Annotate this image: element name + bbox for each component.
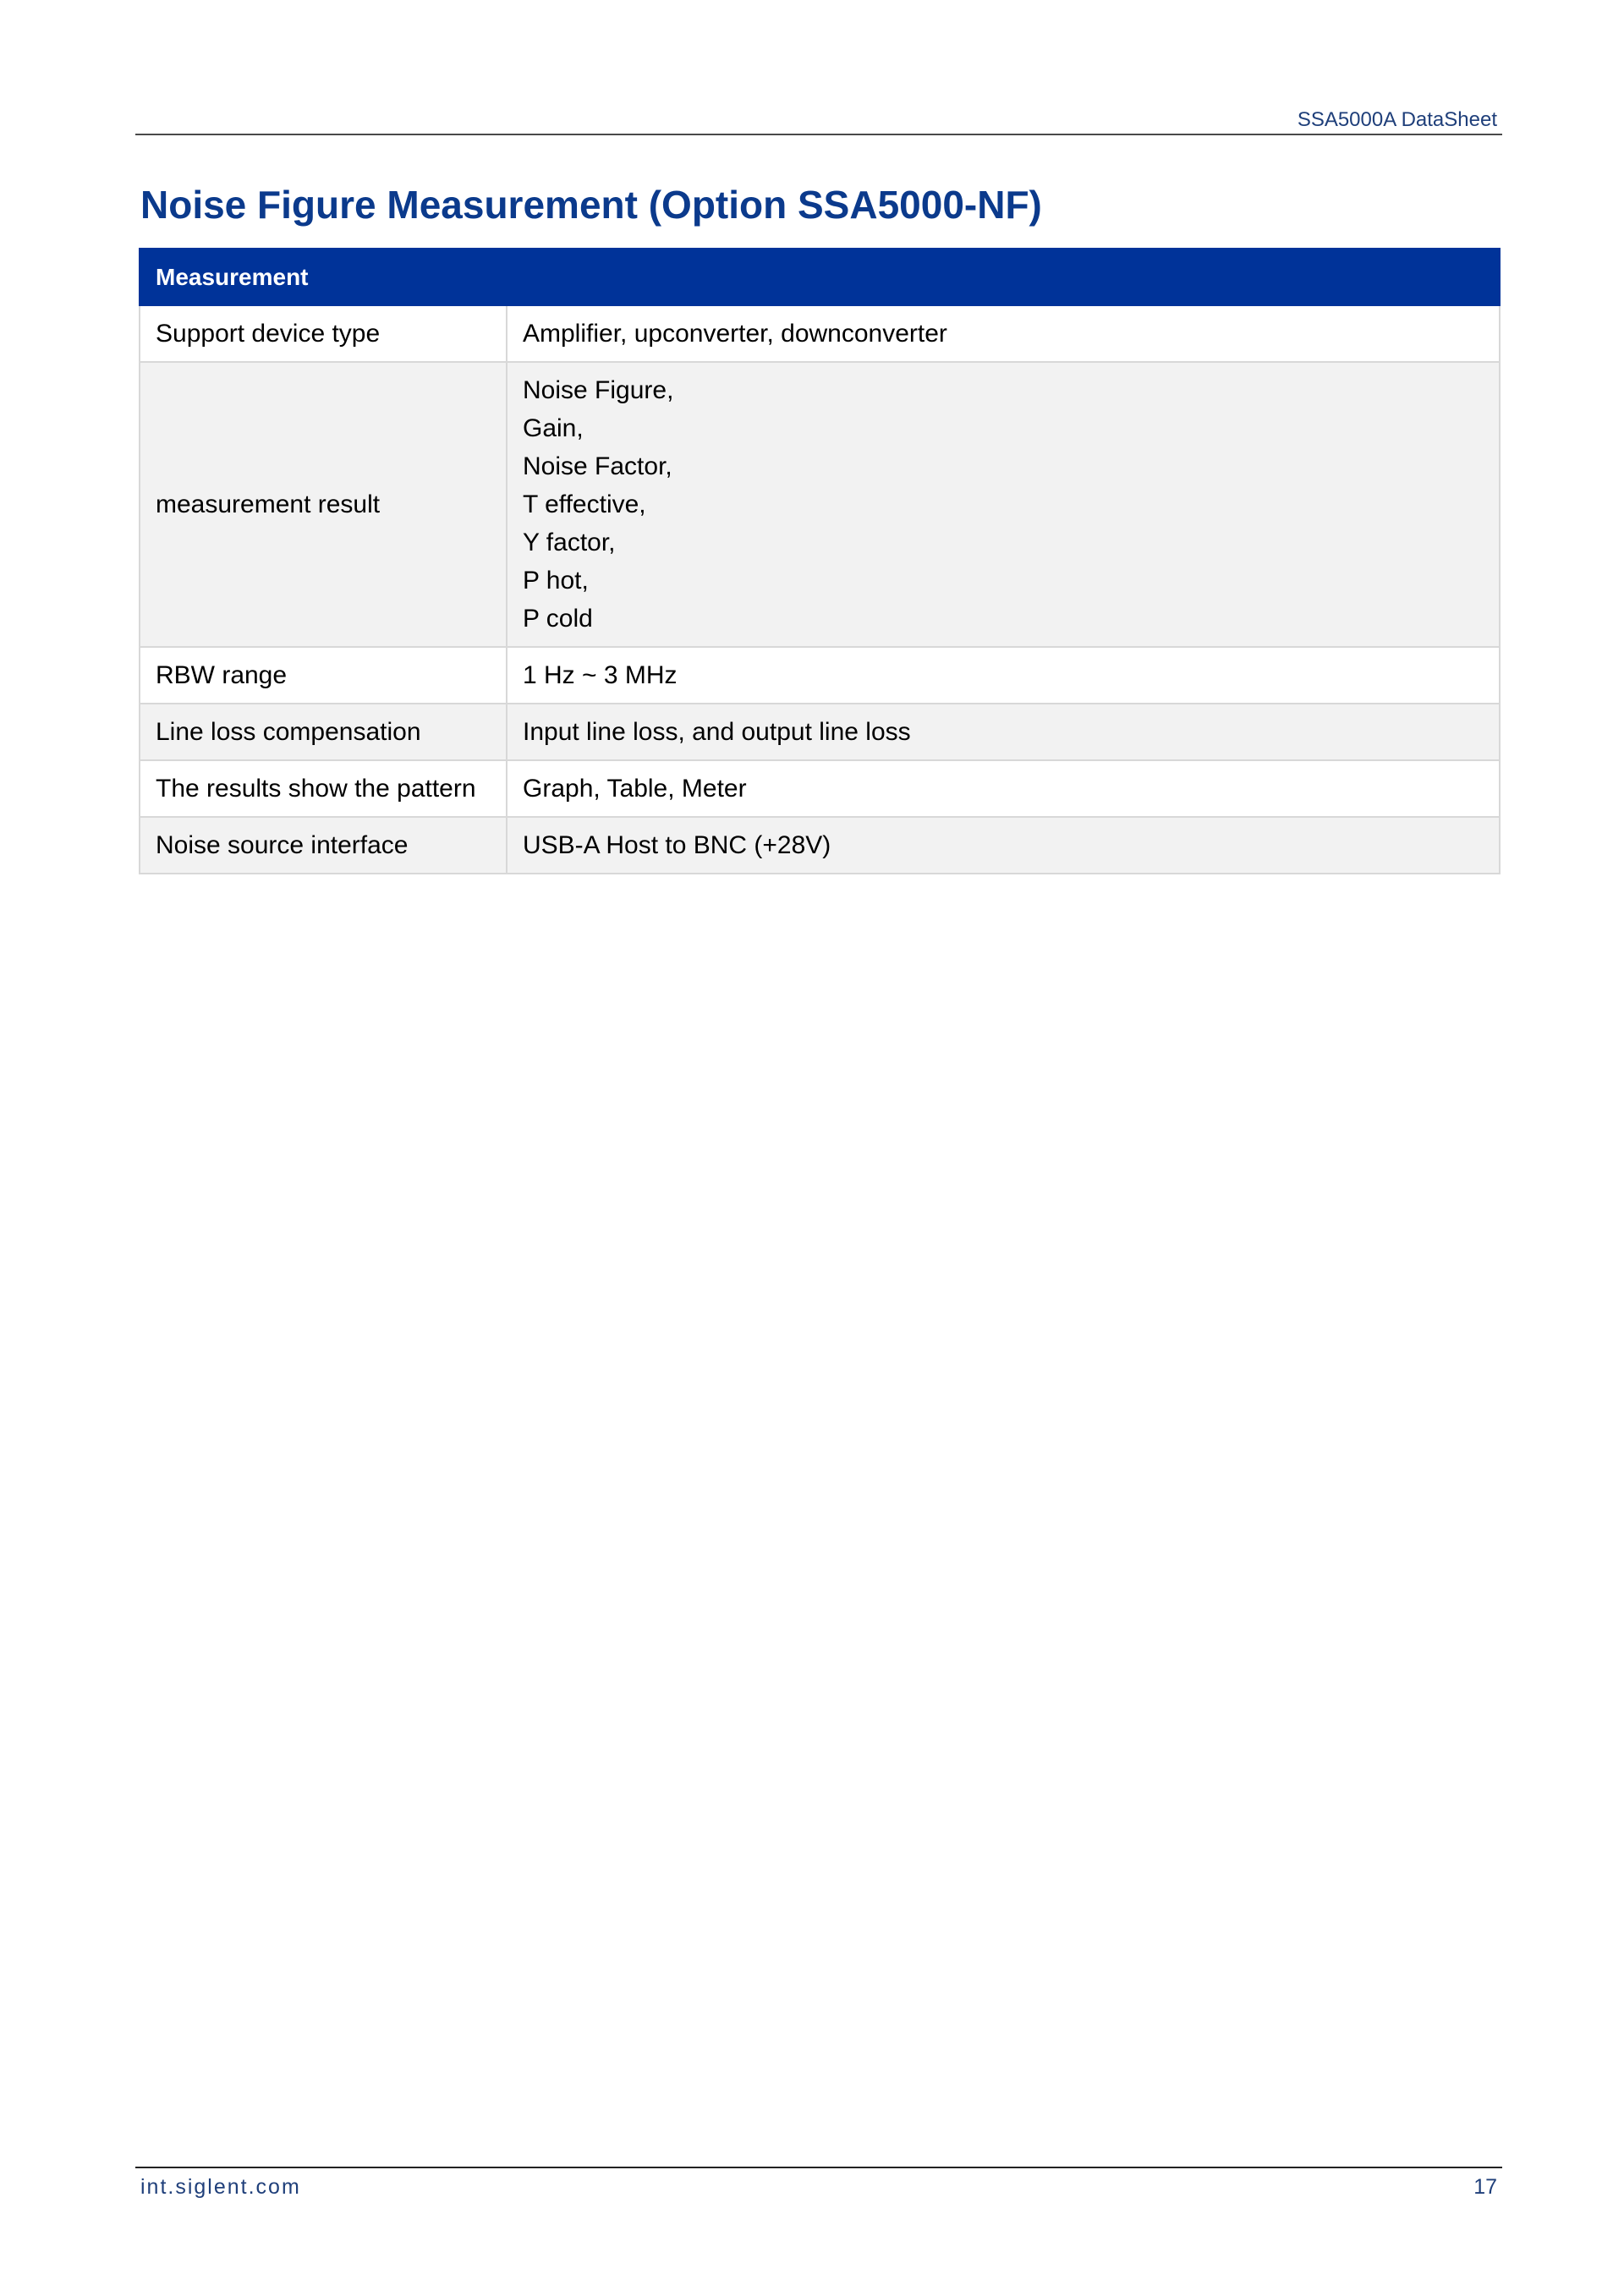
table-row xyxy=(140,704,1500,760)
result-item: Noise Factor, xyxy=(523,452,672,480)
result-item: Noise Figure, xyxy=(523,376,674,404)
row-label: The results show the pattern xyxy=(140,760,507,817)
footer-website: int.siglent.com xyxy=(140,2175,301,2199)
row-label: RBW range xyxy=(140,647,507,704)
table-row xyxy=(140,305,1500,362)
row-label: Noise source interface xyxy=(140,817,507,874)
row-value-list xyxy=(507,362,1500,647)
table-row xyxy=(140,760,1500,817)
specification-table xyxy=(139,248,1501,874)
table-row xyxy=(140,647,1500,704)
row-value: Graph, Table, Meter xyxy=(507,760,1500,817)
section-title: Noise Figure Measurement (Option SSA5000-NF) xyxy=(140,183,1042,227)
row-label: measurement result xyxy=(140,362,507,647)
result-item: Gain, xyxy=(523,414,584,442)
result-item: P cold xyxy=(523,605,593,633)
table-header: Measurement xyxy=(140,249,1500,305)
page-number: 17 xyxy=(1473,2175,1497,2199)
row-label: Support device type xyxy=(140,305,507,362)
footer-divider xyxy=(135,2167,1502,2168)
result-item: P hot, xyxy=(523,567,589,595)
result-item: Y factor, xyxy=(523,529,616,556)
row-value: Input line loss, and output line loss xyxy=(507,704,1500,760)
row-label: Line loss compensation xyxy=(140,704,507,760)
row-value: 1 Hz ~ 3 MHz xyxy=(507,647,1500,704)
table-row xyxy=(140,362,1500,647)
row-value: Amplifier, upconverter, downconverter xyxy=(507,305,1500,362)
document-title: SSA5000A DataSheet xyxy=(1297,108,1497,131)
result-item: T effective, xyxy=(523,490,646,518)
table-header-row xyxy=(140,249,1500,305)
row-value: USB-A Host to BNC (+28V) xyxy=(507,817,1500,874)
header-divider xyxy=(135,134,1502,135)
table-row xyxy=(140,817,1500,874)
